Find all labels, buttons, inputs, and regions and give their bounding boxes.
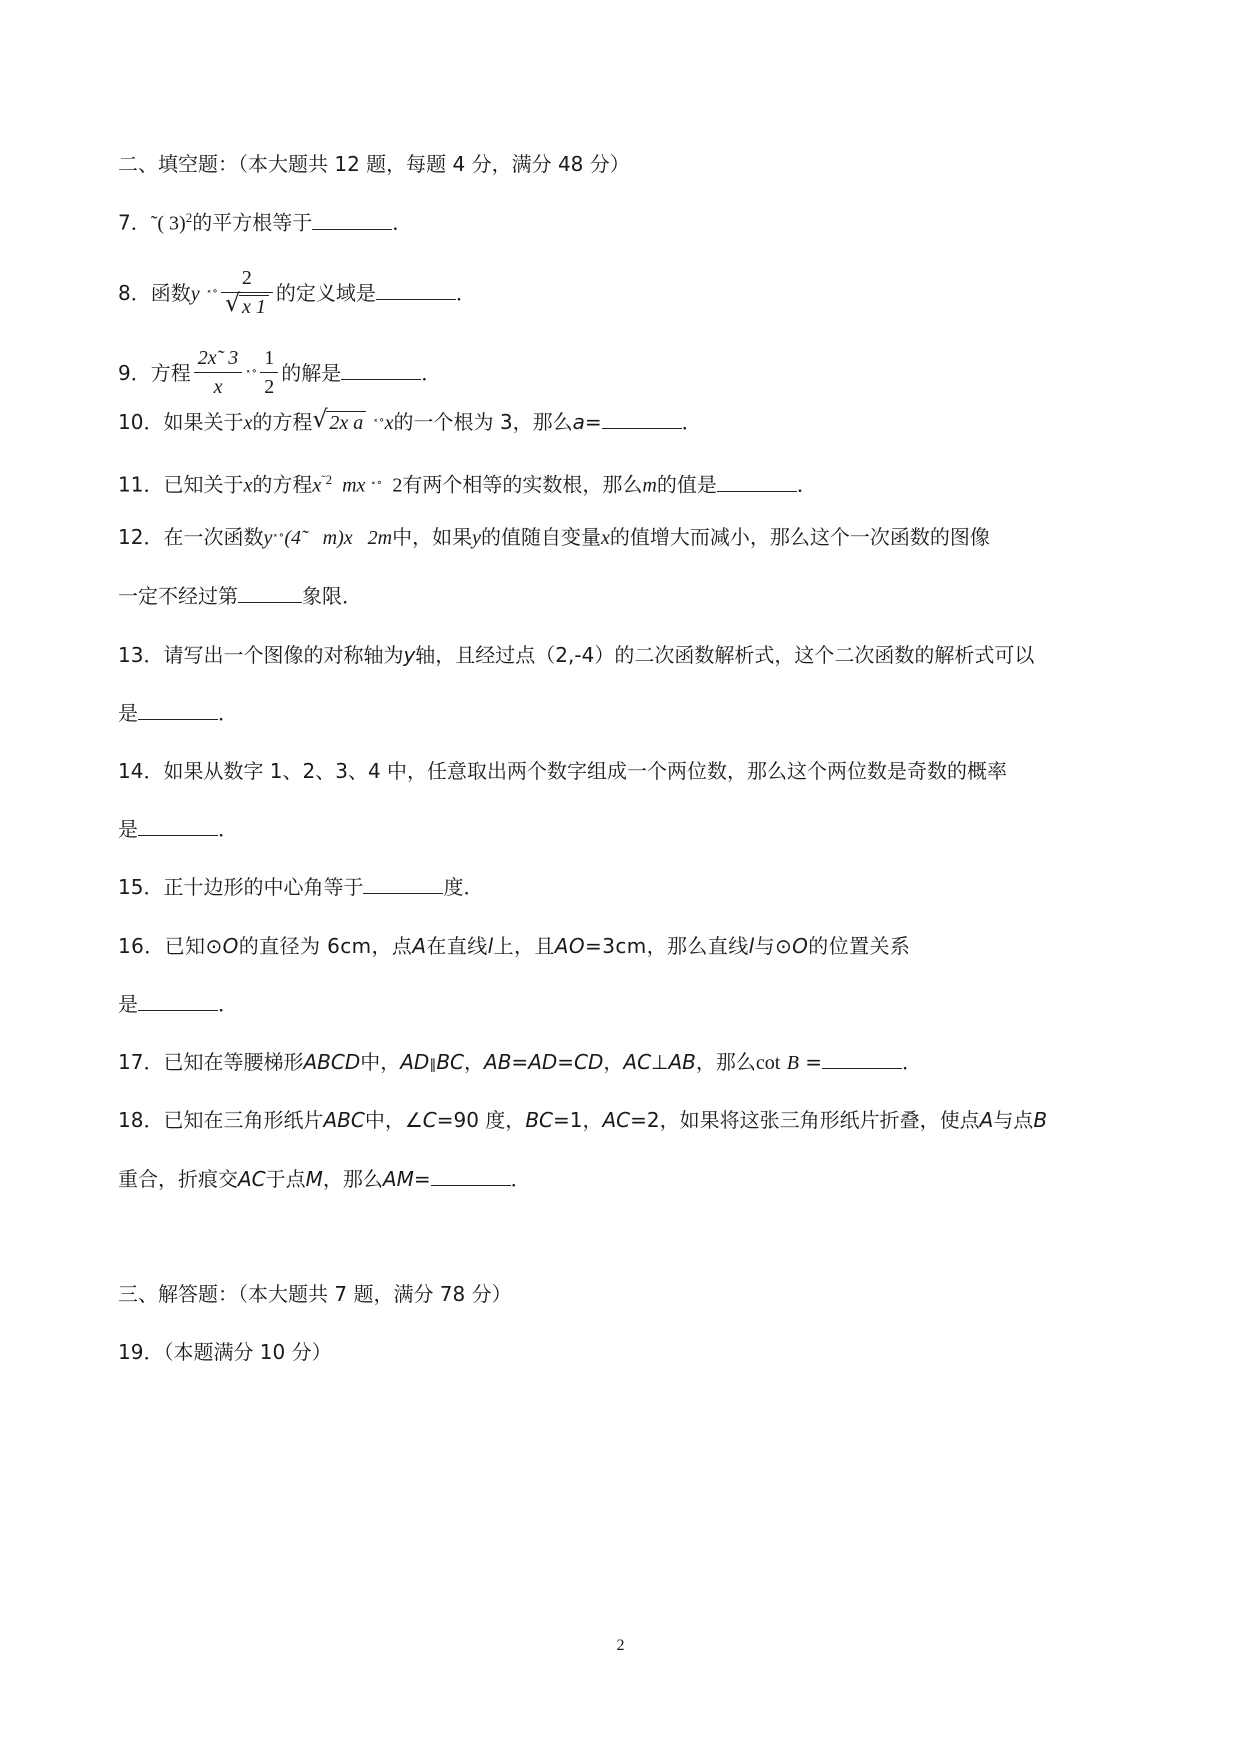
math-equals: ˟˚ <box>245 369 258 383</box>
math-variable: A <box>412 934 427 958</box>
math-variable: AC <box>602 1108 631 1132</box>
math-variable: l <box>487 934 494 958</box>
question-9 <box>118 346 441 403</box>
fraction-numerator: 2x˜ 3 <box>194 344 243 373</box>
question-text: 重合，折痕交 <box>118 1167 238 1191</box>
math-variable: AB <box>668 1050 696 1074</box>
math-equals: = <box>511 1050 529 1074</box>
question-text: 与⊙ <box>754 934 793 958</box>
question-14-line-2 <box>118 814 238 844</box>
fraction-denominator <box>221 289 273 321</box>
radicand: x 1 <box>239 295 269 318</box>
question-12-line-2 <box>118 581 362 611</box>
question-text: =90 度， <box>436 1108 526 1132</box>
question-text: 是 <box>118 992 138 1016</box>
answer-blank[interactable] <box>717 473 797 492</box>
math-variable: AB <box>484 1050 512 1074</box>
question-end: ． <box>796 472 817 497</box>
question-text: 15．正十边形的中心角等于 <box>118 875 364 899</box>
question-end: ． <box>218 817 238 841</box>
math-variable: y <box>190 283 200 305</box>
math-fraction-rhs <box>260 344 278 401</box>
question-text: 17．已知在等腰梯形 <box>118 1050 304 1074</box>
question-end: ． <box>218 992 238 1016</box>
fraction-denominator: x <box>213 376 223 398</box>
answer-blank[interactable] <box>602 410 682 429</box>
math-expression: x <box>312 474 322 497</box>
page-number: 2 <box>616 1637 625 1654</box>
math-expression: 2 <box>382 474 403 497</box>
question-text: 有两个相等的实数根，那么 <box>402 472 643 497</box>
question-11 <box>118 465 817 503</box>
question-text: ，那么 <box>322 1167 383 1191</box>
question-end: ． <box>421 361 442 385</box>
question-text: 的值是 <box>656 472 717 497</box>
question-text: 中，如果 <box>392 525 473 549</box>
question-text: 的直径为 6cm，点 <box>238 934 413 958</box>
math-variable: C <box>422 1108 437 1132</box>
question-19: 19．（本题满分 10 分） <box>118 1340 332 1364</box>
question-end: ． <box>510 1167 531 1191</box>
answer-blank[interactable] <box>363 875 443 894</box>
math-superscript: 2 <box>185 210 193 225</box>
question-8 <box>118 266 476 323</box>
math-variable: AD <box>528 1050 558 1074</box>
math-variable: O <box>792 934 809 958</box>
question-text: =3cm，那么直线 <box>585 934 749 958</box>
math-variable: m <box>642 474 657 497</box>
answer-blank[interactable] <box>238 584 302 603</box>
math-variable: x <box>243 412 253 434</box>
math-variable: M <box>305 1167 323 1191</box>
math-expression: ˜( 3) <box>150 212 186 235</box>
answer-blank[interactable] <box>431 1167 511 1186</box>
question-13-line-1 <box>118 640 1034 670</box>
fraction-numerator: 2 <box>221 264 273 293</box>
math-variable: AD <box>400 1050 430 1074</box>
math-variable: B <box>786 1052 799 1074</box>
math-variable: AC <box>623 1050 652 1074</box>
math-variable: B <box>1033 1108 1048 1132</box>
question-text: 的值随自变量 <box>480 525 601 549</box>
math-equals: ˟˚ <box>205 289 218 303</box>
question-13-line-2 <box>118 698 238 728</box>
question-18-line-2 <box>118 1164 531 1194</box>
question-text: 18．已知在三角形纸片 <box>118 1108 324 1132</box>
math-expression: mx <box>332 474 371 497</box>
question-text: ，那么 <box>695 1050 756 1074</box>
question-15 <box>118 872 483 902</box>
math-equals: ˟˚ <box>372 418 385 432</box>
question-text: =1， <box>553 1108 603 1132</box>
math-function: cot <box>755 1052 781 1074</box>
answer-blank[interactable] <box>312 211 392 230</box>
math-variable: x <box>384 412 394 434</box>
question-text: ， <box>603 1050 624 1074</box>
math-variable: BC <box>525 1108 553 1132</box>
question-end: ． <box>902 1050 923 1074</box>
question-17 <box>118 1047 922 1080</box>
question-number: 12．在一次函数 <box>118 525 264 549</box>
answer-blank[interactable] <box>138 701 218 720</box>
question-text: 的方程 <box>252 410 313 434</box>
math-variable: y <box>403 643 416 667</box>
question-text: ， <box>464 1050 485 1074</box>
question-text: 16．已知⊙ <box>118 934 223 958</box>
question-text: 与点 <box>993 1108 1034 1132</box>
question-text: 13．请写出一个图像的对称轴为 <box>118 643 404 667</box>
question-number: 9．方程 <box>118 361 191 385</box>
answer-blank[interactable] <box>822 1050 902 1069</box>
math-variable: x <box>600 527 610 549</box>
answer-blank[interactable] <box>138 992 218 1011</box>
math-variable: ABCD <box>303 1050 361 1074</box>
question-text: 中，∠ <box>364 1108 423 1132</box>
math-variable: AM <box>382 1167 414 1191</box>
section-header-answers: 三、解答题：（本大题共 7 题，满分 78 分） <box>118 1282 512 1306</box>
math-variable: y <box>263 527 273 549</box>
question-end: ． <box>681 410 702 434</box>
question-text: 的平方根等于 <box>192 210 313 235</box>
math-equals: = <box>557 1050 575 1074</box>
question-number: 8．函数 <box>118 281 191 305</box>
question-text: 象限． <box>302 584 362 608</box>
question-text: 的位置关系 <box>808 934 911 958</box>
question-number: 10．如果关于 <box>118 410 244 434</box>
math-equals: ˟˚ <box>272 533 285 547</box>
math-variable: AO <box>554 934 586 958</box>
math-equals: ˟˚ <box>370 480 383 495</box>
section-header-fill-blank: 二、填空题：（本大题共 12 题，每题 4 分，满分 48 分） <box>118 152 630 176</box>
question-text: = <box>584 410 602 434</box>
fraction-denominator: 2 <box>264 376 275 398</box>
math-variable: y <box>472 527 481 549</box>
question-text: 的方程 <box>252 472 313 497</box>
question-text: 的一个根为 3，那么 <box>393 410 573 434</box>
question-16-line-1 <box>118 931 910 961</box>
math-fraction <box>221 264 273 321</box>
question-text: 上，且 <box>493 934 555 958</box>
math-variable: A <box>979 1108 994 1132</box>
sqrt-icon: √ <box>224 289 241 317</box>
math-fraction <box>194 344 243 401</box>
math-variable: x <box>243 474 253 497</box>
question-7 <box>118 203 412 239</box>
question-end: 度． <box>443 875 484 899</box>
question-end: ． <box>392 210 413 235</box>
question-end: ． <box>455 281 476 305</box>
question-text: 在直线 <box>426 934 488 958</box>
question-text: 14．如果从数字 1、2、3、4 中，任意取出两个数字组成一个两位数，那么这个两位数是奇数的概率 <box>118 759 1008 783</box>
question-text: =2，如果将这张三角形纸片折叠，使点 <box>630 1108 980 1132</box>
math-superscript: ˜2 <box>321 472 333 487</box>
math-variable: CD <box>574 1050 604 1074</box>
question-14-line-1 <box>118 756 1007 786</box>
question-text: 一定不经过第 <box>118 584 238 608</box>
question-10 <box>118 407 702 440</box>
perpendicular-symbol: ⊥ <box>651 1050 669 1074</box>
parallel-symbol: ∥ <box>429 1057 437 1073</box>
question-text: 中， <box>360 1050 401 1074</box>
question-number: 7． <box>118 210 151 235</box>
math-variable: O <box>222 934 239 958</box>
math-sqrt <box>312 405 366 438</box>
answer-blank[interactable] <box>138 817 218 836</box>
question-text: 轴，且经过点（2,-4）的二次函数解析式，这个二次函数的解析式可以 <box>415 643 1035 667</box>
math-expression: (4˜ m)x 2m <box>284 527 393 549</box>
math-variable: AC <box>238 1167 266 1191</box>
question-12-line-1 <box>118 522 990 555</box>
question-text: 于点 <box>265 1167 306 1191</box>
answer-blank[interactable] <box>376 281 456 300</box>
math-variable: BC <box>436 1050 465 1074</box>
question-text: 的定义域是 <box>275 281 376 305</box>
math-equals: = <box>413 1167 431 1191</box>
answer-blank[interactable] <box>341 361 421 380</box>
question-text: 是 <box>118 701 138 725</box>
fraction-numerator: 1 <box>260 344 278 373</box>
question-18-line-1 <box>118 1105 1047 1135</box>
math-equals: = <box>798 1050 823 1074</box>
question-end: ． <box>218 701 238 725</box>
math-variable: a <box>572 410 585 434</box>
math-variable: ABC <box>323 1108 365 1132</box>
math-variable: l <box>748 934 755 958</box>
question-16-line-2 <box>118 989 238 1019</box>
sqrt-icon: √ <box>312 405 328 433</box>
question-text: 是 <box>118 817 138 841</box>
radicand: 2x a <box>326 411 366 434</box>
question-number: 11．已知关于 <box>118 472 244 497</box>
question-text: 的值增大而减小，那么这个一次函数的图像 <box>609 525 990 549</box>
question-text: 的解是 <box>281 361 342 385</box>
